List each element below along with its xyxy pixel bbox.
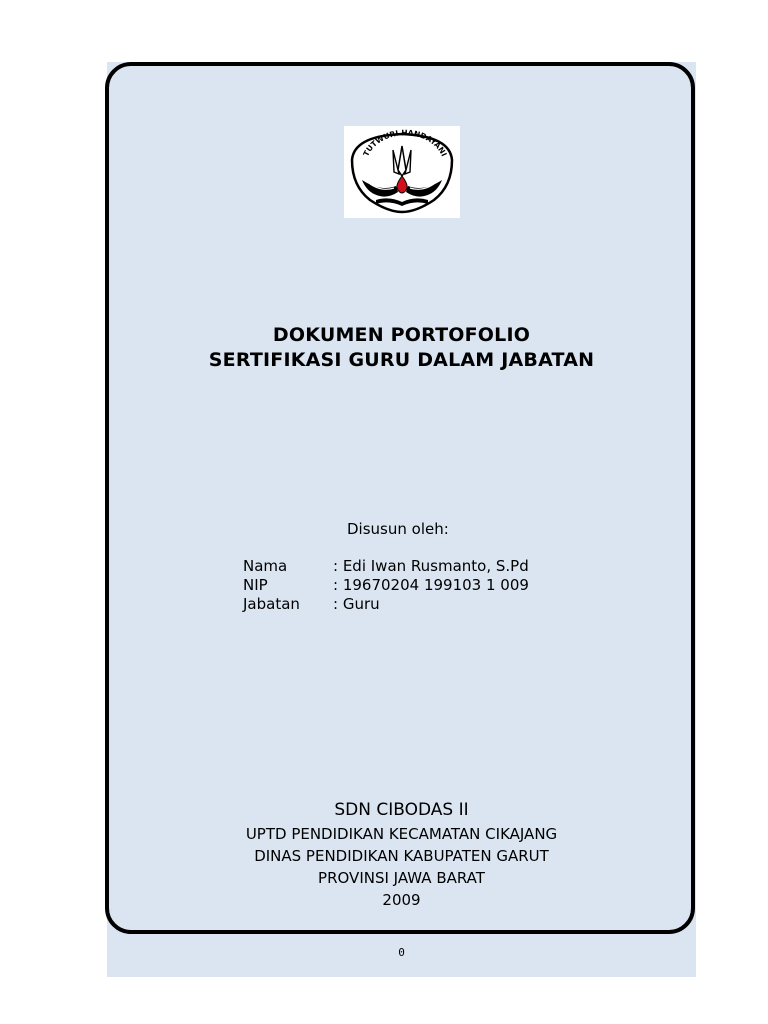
institution-line: PROVINSI JAWA BARAT: [318, 869, 485, 887]
institution-year: 2009: [382, 891, 421, 909]
prepared-by-label: Disusun oleh:: [347, 520, 449, 538]
field-label: NIP: [243, 576, 268, 594]
emblem-icon: [344, 126, 460, 218]
field-label: Jabatan: [243, 595, 300, 613]
document-title-line1: DOKUMEN PORTOFOLIO: [272, 324, 531, 346]
field-value: : Edi Iwan Rusmanto, S.Pd: [333, 557, 529, 575]
document-title-line2: SERTIFIKASI GURU DALAM JABATAN: [208, 349, 595, 371]
logo-motto: TUTWURI HANDAYANI: [361, 128, 449, 158]
tutwuri-handayani-logo: [344, 126, 460, 218]
school-name: SDN CIBODAS II: [334, 800, 469, 820]
field-value: : Guru: [333, 595, 380, 613]
institution-line: UPTD PENDIDIKAN KECAMATAN CIKAJANG: [245, 825, 558, 843]
page-number: 0: [398, 946, 405, 959]
institution-line: DINAS PENDIDIKAN KABUPATEN GARUT: [254, 847, 549, 865]
field-value: : 19670204 199103 1 009: [333, 576, 529, 594]
field-label: Nama: [243, 557, 288, 575]
